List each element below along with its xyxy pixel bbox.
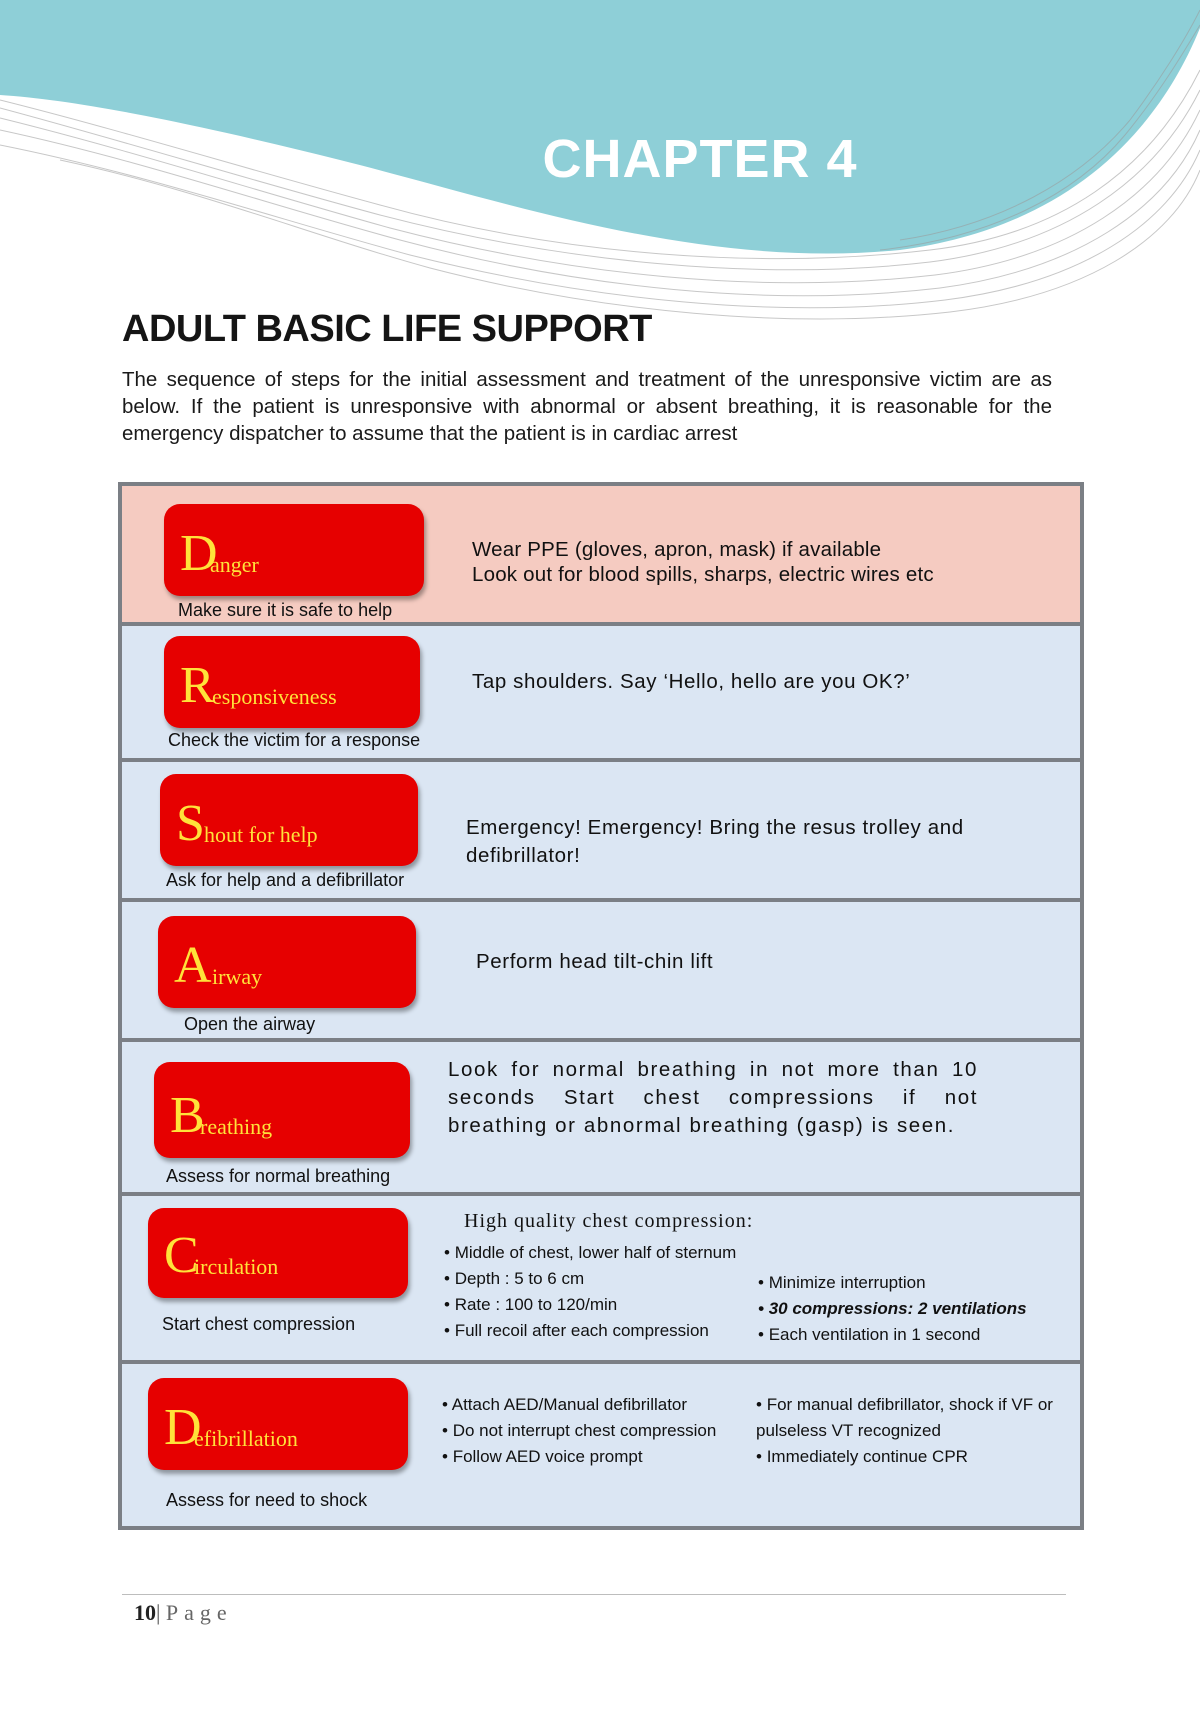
breathing-caption: Assess for normal breathing [166,1166,391,1186]
page-separator: | [156,1600,161,1625]
circulation-caption: Start chest compression [162,1314,356,1334]
step-label: anger [210,552,259,577]
shout-step-button [160,774,418,866]
page-number-value: 10 [134,1600,156,1625]
airway-caption: Open the airway [184,1014,316,1034]
danger-description-line2: Look out for blood spills, sharps, electric wires etc [472,563,934,586]
airway-description: Perform head tilt-chin lift [476,950,714,973]
defibrillation-list-left [442,1392,716,1470]
page-word: Page [165,1600,233,1625]
step-label: reathing [200,1114,273,1139]
step-label: esponsiveness [212,684,337,709]
breathing-step-button [154,1062,410,1158]
list-item: • Follow AED voice prompt [442,1444,716,1470]
list-item: • Rate : 100 to 120/min [444,1292,736,1318]
danger-step-button [164,504,424,596]
compression-quality-heading: High quality chest compression: [464,1210,754,1232]
step-initial: R [180,657,215,714]
compression-list-right [758,1270,1027,1348]
danger-caption: Make sure it is safe to help [178,600,393,620]
list-item: • Full recoil after each compression [444,1318,736,1344]
list-item: • For manual defibrillator, shock if VF or pulseless VT recognized [756,1392,1066,1444]
step-initial: S [176,795,205,852]
airway-step-button [158,916,416,1008]
step-row-defibrillation [122,1364,1080,1526]
circulation-step-button [148,1208,408,1298]
shout-caption: Ask for help and a defibrillator [166,870,405,890]
compression-list-left [444,1240,736,1344]
step-label: irway [212,964,263,989]
step-row-shout-for-help [122,762,1080,898]
step-label: efibrillation [194,1426,298,1451]
step-label: hout for help [204,822,318,847]
defibrillation-list-right [756,1392,1066,1470]
list-item: • 30 compressions: 2 ventilations [758,1296,1027,1322]
list-item: • Each ventilation in 1 second [758,1322,1027,1348]
list-item: • Do not interrupt chest compression [442,1418,716,1444]
step-row-airway [122,902,1080,1038]
step-initial: A [174,937,212,994]
step-row-danger [122,486,1080,622]
page-title: ADULT BASIC LIFE SUPPORT [122,308,652,350]
step-row-circulation [122,1196,1080,1360]
defibrillation-step-button [148,1378,408,1470]
chapter-heading: CHAPTER 4 [542,129,858,189]
step-label: irculation [194,1254,279,1279]
shout-description: Emergency! Emergency! Bring the resus trolley and defibrillator! [466,816,964,867]
list-item: • Minimize interruption [758,1270,1027,1296]
list-item: • Depth : 5 to 6 cm [444,1266,736,1292]
list-item: • Middle of chest, lower half of sternum [444,1240,736,1266]
step-row-responsiveness [122,626,1080,758]
step-initial: B [170,1087,205,1144]
list-item: • Attach AED/Manual defibrillator [442,1392,716,1418]
footer-divider [122,1594,1066,1595]
defibrillation-caption: Assess for need to shock [166,1490,368,1510]
step-initial: D [180,525,218,582]
responsiveness-description: Tap shoulders. Say ‘Hello, hello are you OK?’ [472,670,911,693]
step-initial: C [164,1227,199,1284]
intro-paragraph: The sequence of steps for the initial assessment and treatment of the unresponsive victim are as below. If the patient is unresponsive with abnormal or absent breathing, it is reasonable for the emergency dispatcher to assume that the patient is in cardiac arrest [122,368,1052,445]
danger-description-line1: Wear PPE (gloves, apron, mask) if available [472,538,882,561]
step-row-breathing [122,1042,1080,1192]
bls-steps-table [118,482,1084,1530]
responsiveness-step-button [164,636,420,728]
responsiveness-caption: Check the victim for a response [168,730,421,750]
page-number [134,1600,233,1626]
list-item: • Immediately continue CPR [756,1444,1066,1470]
breathing-description: Look for normal breathing in not more than 10 seconds Start chest compressions if not breathing or abnormal breathing (gasp) is seen. [448,1058,978,1137]
step-initial: D [164,1399,202,1456]
